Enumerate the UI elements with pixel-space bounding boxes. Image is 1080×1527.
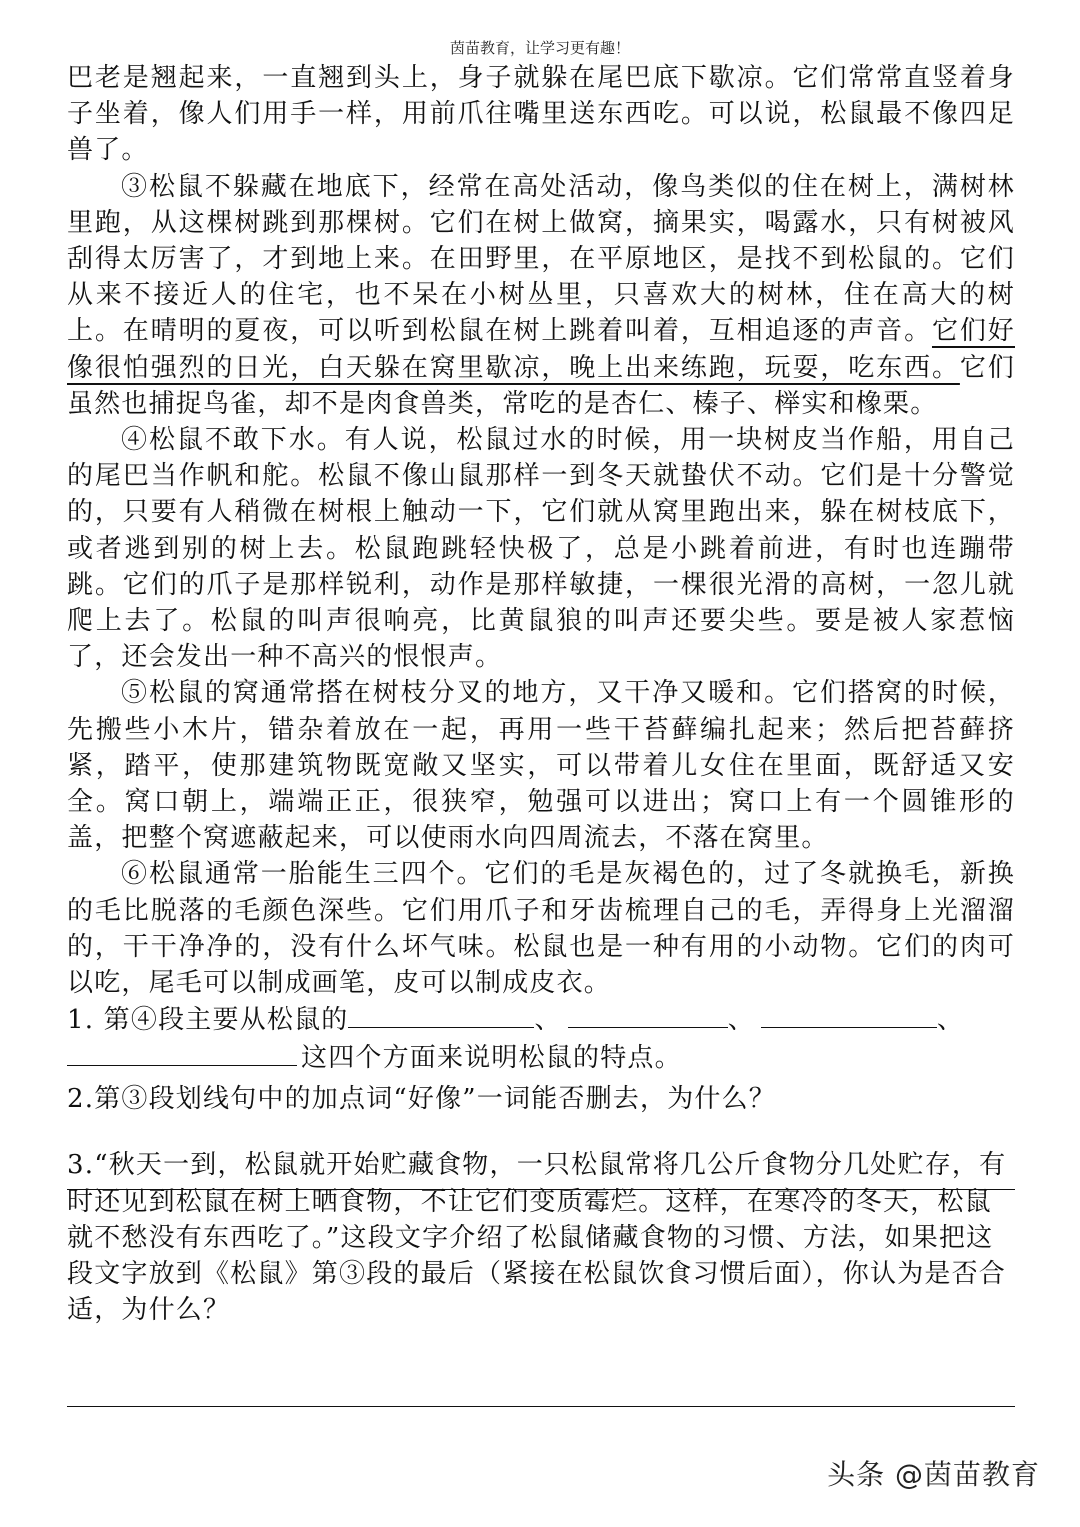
question-1	[67, 1001, 1015, 1077]
paragraph-2-tail: 巴老是翘起来，一直翘到头上，身子就躲在尾巴底下歇凉。它们常常直竖着身子坐着，像人们用手一样，用前爪往嘴里送东西吃。可以说，松鼠最不像四足兽了。	[67, 63, 1015, 166]
page-header: 茵苗教育，让学习更有趣！	[449, 39, 630, 57]
question-1-prefix: 1. 第④段主要从松鼠的	[67, 1005, 349, 1036]
paragraph-5: ⑤松鼠的窝通常搭在树枝分叉的地方，又干净又暖和。它们搭窝的时候，先搬些小木片，错杂着放在一起，再用一些干苔藓编扎起来；然后把苔藓挤紧，踏平，使那建筑物既宽敞又坚实，可以带着儿女住在里面，既舒适又安全。窝口朝上，端端正正，很狭窄，勉强可以进出；窝口上有一个圆锥形的盖，把整个窝遮蔽起来，可以使雨水向四周流去，不落在窝里。	[67, 678, 1015, 854]
separator: 、	[936, 1005, 965, 1036]
separator: 、	[534, 1005, 562, 1036]
source-watermark: 头条 @茵苗教育	[827, 1458, 1040, 1491]
underlined-sentence: 它们好像很怕强烈的日光，白天躲在窝里歇凉，晚上出来练跑，玩耍，吃东西。	[67, 316, 1015, 383]
paragraph-4: ④松鼠不敢下水。有人说，松鼠过水的时候，用一块树皮当作船，用自己的尾巴当作帆和舵。松鼠不像山鼠那样一到冬天就蛰伏不动。它们是十分警觉的，只要有人稍微在树根上触动一下，它们就从窝里跑出来，躲在树枝底下，或者逃到别的树上去。松鼠跑跳轻快极了，总是小跳着前进，有时也连蹦带跳。它们的爪子是那样锐利，动作是那样敏捷，一棵很光滑的高树，一忽儿就爬上去了。松鼠的叫声很响亮，比黄鼠狼的叫声还要尖些。要是被人家惹恼了，还会发出一种不高兴的恨恨声。	[67, 425, 1015, 673]
answer-blank-3[interactable]	[761, 1001, 937, 1028]
answer-line-question-2[interactable]	[67, 1189, 1015, 1190]
question-2: 2.第③段划线句中的加点词“好像”一词能否删去，为什么？	[67, 1084, 776, 1115]
paragraph-3-text-before: ③松鼠不躲藏在地底下，经常在高处活动，像鸟类似的住在树上，满树林里跑，从这棵树跳到那棵树。它们在树上做窝，摘果实，喝露水，只有树被风刮得太厉害了，才到地上来。在田野里，在平原地区，是找不到松鼠的。它们从来不接近人的住宅，也不呆在小树丛里，只喜欢大的树林，住在高大的树上。在晴明的夏夜，可以听到松鼠在树上跳着叫着，互相追逐的声音。	[67, 171, 1015, 347]
question-3: 3.“秋天一到，松鼠就开始贮藏食物，一只松鼠常将几公斤食物分几处贮存，有时还见到松鼠在树上晒食物，不让它们变质霉烂。这样，在寒冷的冬天，松鼠就不愁没有东西吃了。”这段文字介绍了松鼠储藏食物的习惯、方法，如果把这段文字放到《松鼠》第③段的最后（紧接在松鼠饮食习惯后面），你认为是否合适，为什么？	[67, 1150, 1007, 1326]
answer-line-question-3[interactable]	[67, 1406, 1015, 1407]
separator: 、	[727, 1005, 755, 1036]
question-1-suffix: 这四个方面来说明松鼠的特点。	[301, 1043, 682, 1074]
paragraph-6: ⑥松鼠通常一胎能生三四个。它们的毛是灰褐色的，过了冬就换毛，新换的毛比脱落的毛颜色深些。它们用爪子和牙齿梳理自己的毛，弄得身上光溜溜的，干干净净的，没有什么坏气味。松鼠也是一种有用的小动物。它们的肉可以吃，尾毛可以制成画笔，皮可以制成皮衣。	[67, 859, 1015, 999]
answer-blank-4[interactable]	[67, 1039, 297, 1066]
paragraph-3-text-after: 它们虽然也捕捉鸟雀，却不是肉食兽类，常吃的是杏仁、榛子、榉实和橡栗。	[67, 352, 1015, 419]
answer-blank-2[interactable]	[568, 1001, 728, 1028]
worksheet-body	[67, 60, 1015, 1329]
answer-blank-1[interactable]	[348, 1001, 534, 1028]
paragraph-3	[67, 169, 1015, 422]
